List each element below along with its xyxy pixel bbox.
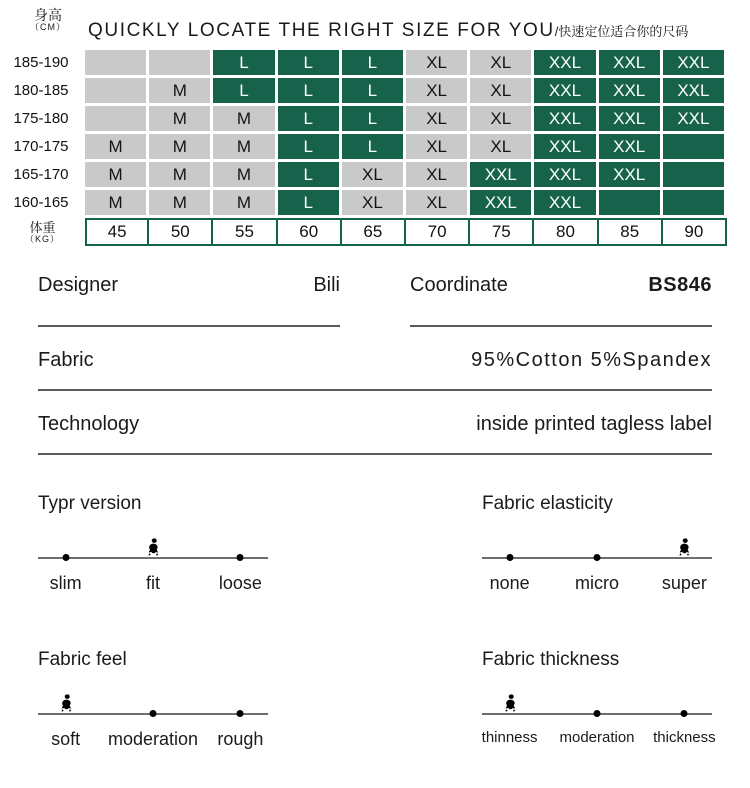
size-cell: M: [85, 134, 149, 162]
scale-stop-label: soft: [51, 729, 81, 749]
detail-label-designer: Designer: [38, 274, 119, 296]
size-cell: XL: [470, 134, 534, 162]
size-cell: XXL: [599, 50, 663, 78]
scale-line-area: [482, 521, 712, 565]
weight-cell: 65: [342, 218, 406, 246]
size-cell: M: [213, 190, 277, 218]
detail-technology: [38, 413, 712, 455]
size-cell: XL: [470, 50, 534, 78]
scale-title: Fabric thickness: [482, 649, 620, 670]
size-cell: XL: [406, 106, 470, 134]
detail-label-technology: Technology: [38, 413, 140, 435]
size-cell: M: [149, 162, 213, 190]
mascot-marker-icon: [676, 536, 692, 559]
size-cell: L: [213, 78, 277, 106]
weight-cell: 60: [278, 218, 342, 246]
detail-value-designer: Bili: [313, 274, 340, 296]
scale-fabric-thickness: [481, 643, 716, 753]
size-cell: XL: [406, 162, 470, 190]
detail-value-fabric: 95%Cotton 5%Spandex: [471, 349, 712, 371]
scale-dot: [506, 554, 513, 561]
size-cell: L: [278, 50, 342, 78]
scale-title: Fabric elasticity: [482, 493, 613, 514]
size-cell: L: [278, 162, 342, 190]
size-cell: [149, 50, 213, 78]
scale-stop-label: fit: [145, 573, 161, 593]
size-cell: M: [213, 162, 277, 190]
height-range-label: 175-180: [0, 106, 85, 134]
size-cell: XXL: [534, 50, 598, 78]
scale-line-area: [482, 677, 712, 721]
size-cell: XXL: [470, 190, 534, 218]
scale-stop-label: none: [489, 573, 530, 593]
detail-coordinate: [410, 274, 712, 327]
size-cell: XXL: [534, 162, 598, 190]
detail-fabric: [38, 349, 712, 391]
scale-title: Typr version: [38, 493, 142, 514]
height-range-label: 160-165: [0, 190, 85, 218]
scale-dot: [594, 554, 601, 561]
height-range-label: 165-170: [0, 162, 85, 190]
scale-labels: [38, 729, 268, 753]
scale-fabric-feel: [38, 643, 268, 753]
size-cell: [663, 134, 727, 162]
size-cell: XL: [470, 78, 534, 106]
detail-label-fabric: Fabric: [38, 349, 94, 371]
scale-labels: [482, 573, 712, 597]
size-cell: L: [342, 106, 406, 134]
scale-stop-label: rough: [217, 729, 264, 749]
scale-typr-version: [38, 487, 268, 597]
size-cell: L: [278, 78, 342, 106]
size-cell: M: [149, 190, 213, 218]
size-cell: XL: [406, 78, 470, 106]
detail-label-coordinate: Coordinate: [410, 274, 508, 296]
size-cell: XL: [406, 50, 470, 78]
size-cell: XL: [470, 106, 534, 134]
size-cell: M: [213, 134, 277, 162]
size-cell: XXL: [534, 190, 598, 218]
size-cell: L: [278, 106, 342, 134]
attribute-scales: [38, 487, 716, 753]
size-cell: L: [342, 134, 406, 162]
size-cell: M: [213, 106, 277, 134]
size-cell: L: [213, 50, 277, 78]
size-cell: XXL: [663, 78, 727, 106]
detail-value-coordinate: BS846: [648, 274, 712, 296]
height-axis-unit: （CM）: [30, 22, 66, 33]
size-cell: XL: [406, 134, 470, 162]
size-cell: [85, 106, 149, 134]
size-cell: XL: [406, 190, 470, 218]
weight-cell: 80: [534, 218, 598, 246]
chart-title: [88, 20, 688, 42]
scale-labels: [38, 573, 268, 597]
size-cell: [663, 190, 727, 218]
height-range-label: 180-185: [0, 78, 85, 106]
mascot-marker-icon: [145, 536, 161, 559]
weight-cell: 85: [599, 218, 663, 246]
scale-dot: [237, 710, 244, 717]
size-cell: XXL: [534, 78, 598, 106]
size-cell: XXL: [470, 162, 534, 190]
weight-cell: 50: [149, 218, 213, 246]
detail-value-technology: inside printed tagless label: [476, 413, 712, 435]
size-cell: XL: [342, 162, 406, 190]
size-cell: [85, 78, 149, 106]
scale-dot: [62, 554, 69, 561]
weight-cell: 45: [85, 218, 149, 246]
scale-stop-label: micro: [575, 573, 619, 593]
weight-cell: 75: [470, 218, 534, 246]
product-details: [38, 274, 712, 455]
height-axis-label: [20, 8, 76, 33]
scale-stop-label: moderation: [559, 729, 635, 746]
detail-row-designer-coordinate: [38, 274, 712, 327]
size-cell: M: [149, 78, 213, 106]
size-cell: L: [342, 50, 406, 78]
scale-dot: [237, 554, 244, 561]
scale-stop-label: thinness: [481, 729, 538, 746]
scale-line-area: [38, 521, 268, 565]
scale-dot: [150, 710, 157, 717]
height-range-label: 185-190: [0, 50, 85, 78]
size-cell: XXL: [663, 106, 727, 134]
size-cell: L: [278, 190, 342, 218]
mascot-marker-icon: [58, 692, 74, 715]
size-cell: XXL: [599, 162, 663, 190]
size-cell: [85, 50, 149, 78]
weight-cell: 90: [663, 218, 727, 246]
size-cell: XXL: [599, 78, 663, 106]
scale-stop-label: slim: [49, 573, 82, 593]
size-cell: XXL: [663, 50, 727, 78]
weight-cell: 55: [213, 218, 277, 246]
size-cell: XL: [342, 190, 406, 218]
size-chart-table: [0, 50, 727, 246]
weight-axis-cn: 体重: [29, 220, 56, 236]
height-axis-cn: 身高: [34, 7, 62, 23]
scale-stop-label: super: [661, 573, 707, 593]
scale-labels: [481, 729, 716, 753]
size-cell: [663, 162, 727, 190]
weight-cell: 70: [406, 218, 470, 246]
size-cell: L: [278, 134, 342, 162]
scale-fabric-elasticity: [482, 487, 712, 597]
size-cell: XXL: [599, 106, 663, 134]
chart-title-zh: /快速定位适合你的尺码: [554, 24, 689, 39]
size-cell: M: [85, 190, 149, 218]
size-cell: L: [342, 78, 406, 106]
scale-stop-label: loose: [218, 573, 262, 593]
chart-title-en: QUICKLY LOCATE THE RIGHT SIZE FOR YOU: [88, 20, 555, 41]
scale-stop-label: thickness: [653, 729, 716, 746]
size-cell: M: [85, 162, 149, 190]
size-cell: XXL: [534, 134, 598, 162]
weight-axis-label: [0, 218, 85, 246]
height-range-label: 170-175: [0, 134, 85, 162]
weight-axis-unit: （KG）: [24, 234, 60, 245]
scale-line-area: [38, 677, 268, 721]
scale-dot: [681, 710, 688, 717]
size-cell: [599, 190, 663, 218]
size-cell: M: [149, 134, 213, 162]
size-cell: XXL: [599, 134, 663, 162]
detail-designer: [38, 274, 340, 327]
scale-title: Fabric feel: [38, 649, 127, 670]
size-cell: M: [149, 106, 213, 134]
mascot-marker-icon: [502, 692, 518, 715]
scale-dot: [594, 710, 601, 717]
size-cell: XXL: [534, 106, 598, 134]
scale-stop-label: moderation: [107, 729, 199, 749]
